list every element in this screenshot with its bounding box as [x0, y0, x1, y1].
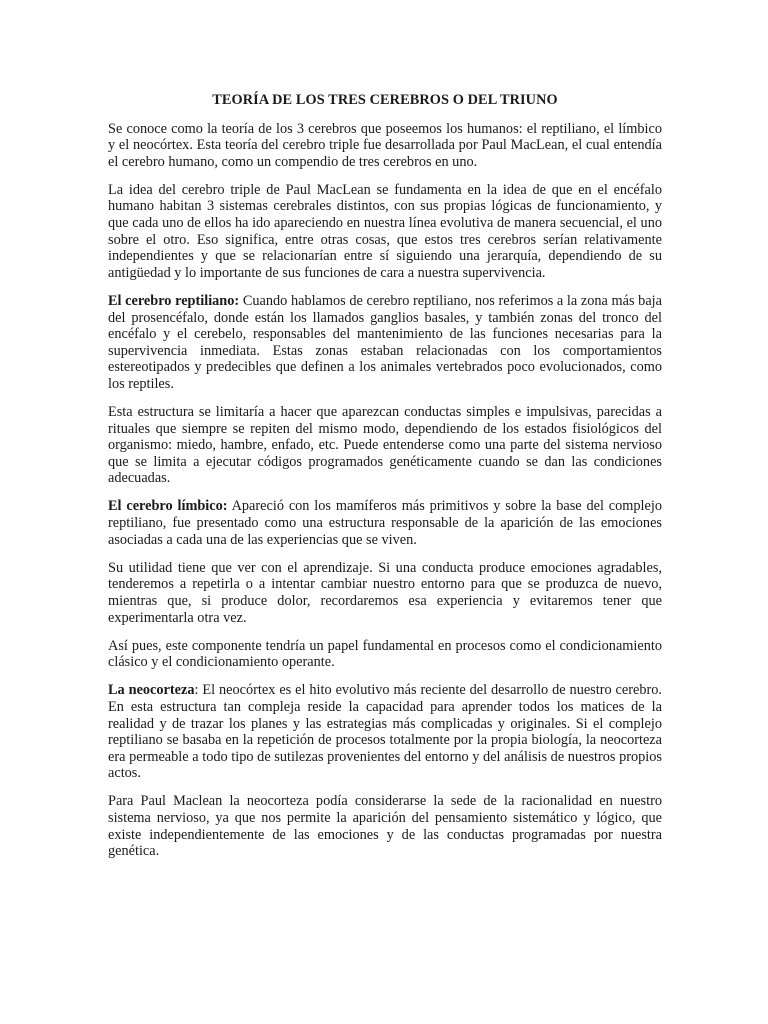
- paragraph-limbic-learning: [108, 560, 662, 626]
- paragraph-intro: [108, 121, 662, 171]
- paragraph-triune-idea: [108, 182, 662, 282]
- paragraph-text: Así pues, este componente tendría un papel fundamental en procesos como el condicionamiento clásico y el condicionamiento operante.: [108, 637, 662, 671]
- paragraph-text: : El neocórtex es el hito evolutivo más reciente del desarrollo de nuestro cerebro. En esta estructura tan compleja reside la capacidad para aprender todos los matices de la realidad y de trazar los planes y las estrategias más complicadas y originales. Si el complejo reptiliano se basaba en la repetición de procesos totalmente por la propia biología, la neocorteza era permeable a todo tipo de sutilezas provenientes del entorno y del análisis de nuestros propios actos.: [108, 682, 662, 782]
- paragraph-text: Cuando hablamos de cerebro reptiliano, nos referimos a la zona más baja del prosencéfalo, donde están los llamados ganglios basales, y también zonas del tronco del encéfalo y el cerebelo, responsables del mantenimiento de las funciones necesarias para la supervivencia inmediata. Estas zonas estaban relacionadas con los comportamientos estereotipados y predecibles que definen a los animales vertebrados poco evolucionados, como los reptiles.: [108, 292, 662, 392]
- document-title: TEORÍA DE LOS TRES CEREBROS O DEL TRIUNO: [212, 92, 558, 108]
- paragraph-lead: La neocorteza: [108, 682, 195, 699]
- paragraph-reptilian-behavior: [108, 404, 662, 487]
- paragraph-limbic: [108, 498, 662, 548]
- paragraph-text: Su utilidad tiene que ver con el aprendizaje. Si una conducta produce emociones agradables, tenderemos a repetirla o a intentar cambiar nuestro entorno para que se produzca de nuevo, mientras que, si produce dolor, recordaremos esa experiencia y evitaremos tener que experimentarla otra vez.: [108, 559, 662, 626]
- paragraph-reptilian: [108, 293, 662, 393]
- paragraph-conditioning: [108, 638, 662, 671]
- paragraph-text: Esta estructura se limitaría a hacer que aparezcan conductas simples e impulsivas, parecidas a rituales que siempre se repiten del mismo modo, dependiendo de los estados fisiológicos del organismo: miedo, hambre, enfado, etc. Puede entenderse como una parte del sistema nervioso que se limita a ejecutar códigos programados genéticamente cuando se dan las condiciones adecuadas.: [108, 404, 662, 487]
- paragraph-text: Para Paul Maclean la neocorteza podía considerarse la sede de la racionalidad en nuestro sistema nervioso, ya que nos permite la aparición del pensamiento sistemático y lógico, que existe independientemente de las emociones y de las conductas programadas por nuestra genética.: [108, 793, 662, 860]
- paragraph-neocortex: [108, 682, 662, 782]
- paragraph-lead: El cerebro límbico:: [108, 498, 228, 515]
- paragraph-text: Se conoce como la teoría de los 3 cerebros que poseemos los humanos: el reptiliano, el límbico y el neocórtex. Esta teoría del cerebro triple fue desarrollada por Paul MacLean, el cual entendía el cerebro humano, como un compendio de tres cerebros en uno.: [108, 120, 662, 170]
- document-page: [108, 92, 662, 871]
- paragraph-rationality: [108, 793, 662, 859]
- paragraph-text: Apareció con los mamíferos más primitivos y sobre la base del complejo reptiliano, fue presentado como una estructura responsable de la aparición de las emociones asociadas a cada una de las experiencias que se viven.: [108, 498, 662, 548]
- paragraph-text: La idea del cerebro triple de Paul MacLean se fundamenta en la idea de que en el encéfalo humano habitan 3 sistemas cerebrales distintos, con sus propias lógicas de funcionamiento, y que cada uno de ellos ha ido apareciendo en nuestra línea evolutiva de manera secuencial, el uno sobre el otro. Eso significa, entre otras cosas, que estos tres cerebros serían relativamente independientes y que se relacionarían entre sí siguiendo una jerarquía, dependiendo de su antigüedad y lo importante de sus funciones de cara a nuestra supervivencia.: [108, 181, 662, 281]
- paragraph-lead: El cerebro reptiliano:: [108, 292, 240, 309]
